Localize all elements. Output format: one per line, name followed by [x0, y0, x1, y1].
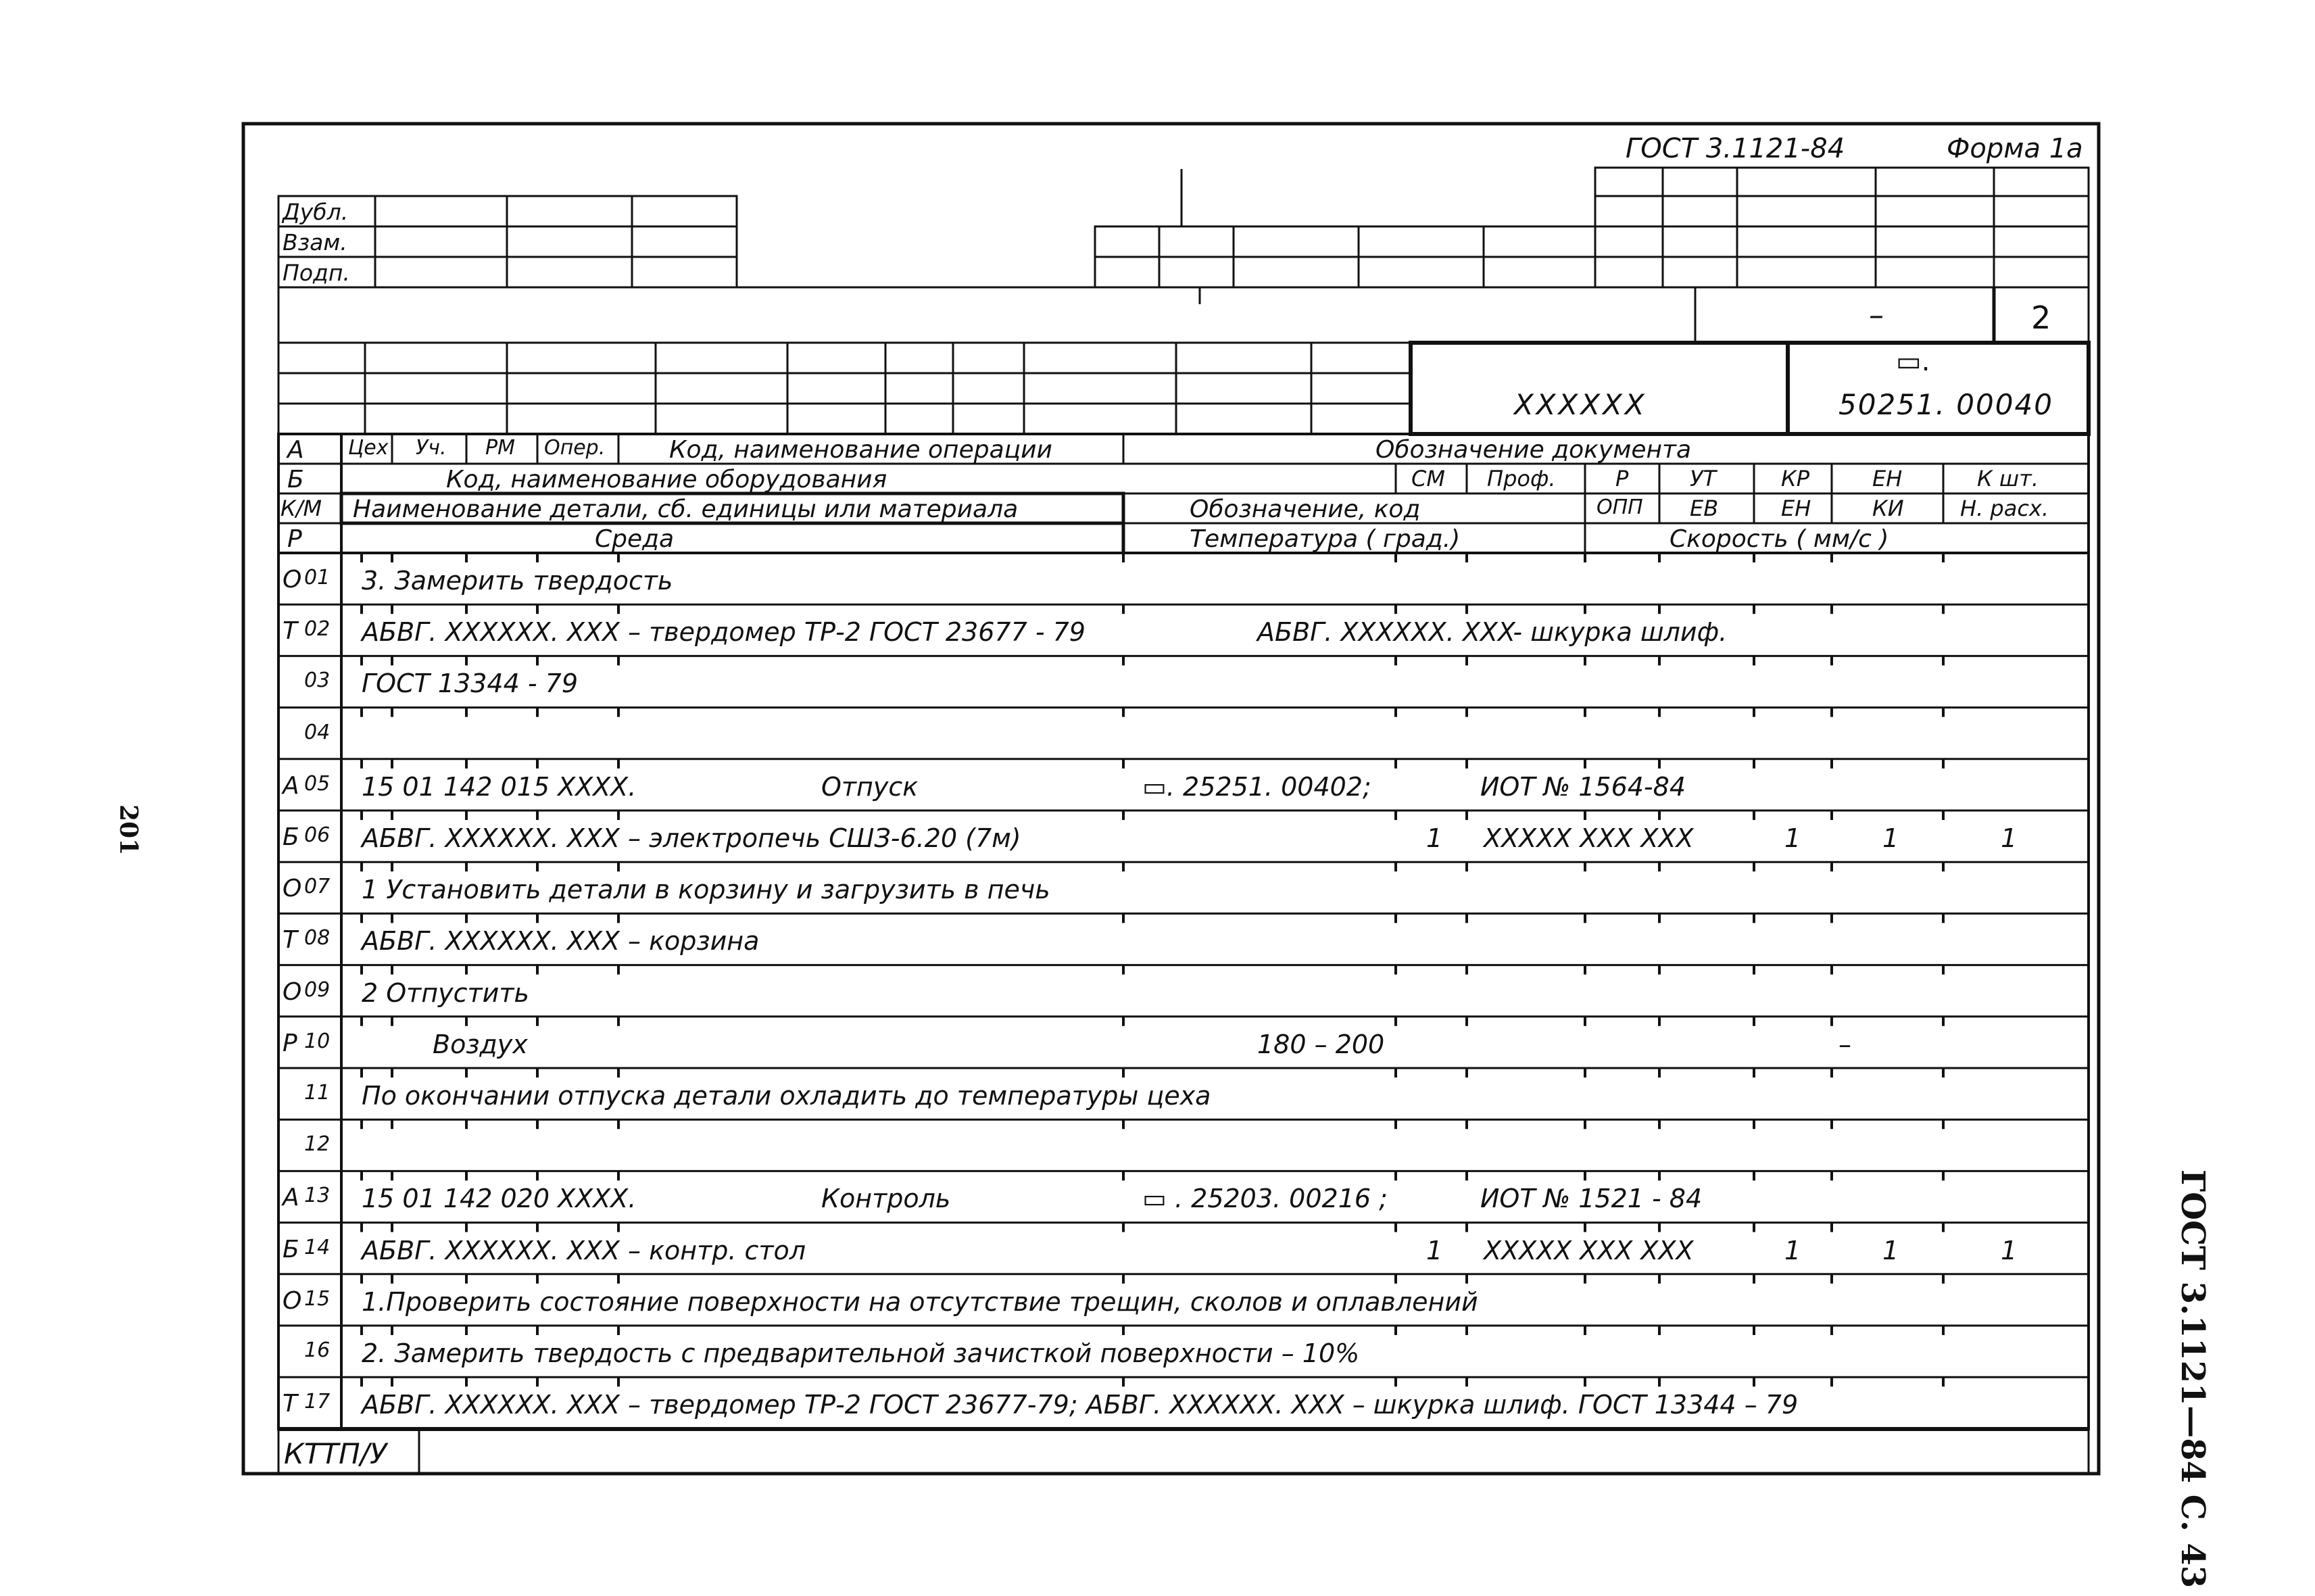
- row-number: 06: [304, 823, 331, 847]
- row-cell: 1 Установить детали в корзину и загрузить в печь: [362, 875, 1050, 905]
- header-b-code: Б: [287, 466, 304, 493]
- row-cell: АБВГ. XXXXXX. XXX- шкурка шлиф.: [1257, 617, 1728, 648]
- header-rm: РМ: [485, 436, 515, 460]
- header-oper: Опер.: [544, 436, 606, 460]
- row-cell: АБВГ. XXXXXX. XXX – электропечь СШЗ-6.20 (7м): [362, 823, 1021, 853]
- header-op-name: Код, наименование операции: [669, 436, 1052, 464]
- header-equipment: Код, наименование оборудования: [446, 466, 887, 493]
- signature-podp: Подп.: [283, 260, 350, 286]
- header-uch: Уч.: [416, 436, 447, 460]
- header-en: ЕН: [1872, 466, 1903, 491]
- row-number: 05: [304, 771, 331, 796]
- row-code: О: [283, 1286, 302, 1315]
- row-number: 04: [304, 720, 331, 744]
- row-cell: ИОТ № 1521 - 84: [1480, 1184, 1703, 1214]
- row-cell: Контроль: [821, 1184, 951, 1214]
- header-doc-designation: Обозначение документа: [1375, 436, 1692, 464]
- row-cell: 1: [2001, 823, 2018, 853]
- row-number: 15: [304, 1286, 331, 1311]
- header-part-name: Наименование детали, сб. единицы или материала: [353, 495, 1019, 523]
- row-cell: АБВГ. XXXXXX. XXX – твердомер ТР-2 ГОСТ 23677-79; АБВГ. XXXXXX. XXX – шкурка шлиф. ГОСТ 13344 – 79: [362, 1390, 1799, 1420]
- row-cell: 1: [1426, 823, 1443, 853]
- row-cell: ИОТ № 1564-84: [1480, 771, 1686, 802]
- row-number: 11: [304, 1081, 331, 1105]
- header-desig-code: Обозначение, код: [1190, 495, 1421, 523]
- row-cell: XXXXX XXX XXX: [1484, 823, 1694, 853]
- row-cell: ▭. 25251. 00402;: [1142, 771, 1371, 802]
- row-number: 02: [304, 617, 331, 642]
- header-km-code: К/М: [281, 495, 322, 521]
- header-a-code: А: [287, 436, 304, 464]
- row-code: А: [283, 1184, 299, 1212]
- header-ut: УТ: [1690, 466, 1717, 491]
- row-code: Т: [283, 926, 297, 954]
- row-cell: Отпуск: [821, 771, 919, 802]
- row-code: Б: [283, 1235, 299, 1263]
- row-cell: 15 01 142 015 XXXX.: [362, 771, 637, 802]
- sheet-number: 2: [2031, 299, 2051, 336]
- header-r-code: Р: [287, 525, 302, 553]
- row-cell: 15 01 142 020 XXXX.: [362, 1184, 637, 1214]
- header-ceh: Цех: [348, 436, 389, 460]
- header-prof: Проф.: [1487, 466, 1556, 491]
- row-number: 10: [304, 1029, 331, 1053]
- row-cell: 1: [1426, 1235, 1443, 1265]
- row-cell: 1: [1784, 1235, 1801, 1265]
- row-number: 03: [304, 669, 331, 693]
- row-number: 16: [304, 1338, 331, 1362]
- row-cell: АБВГ. ХХХХХХ. ХХХ – твердомер ТР-2 ГОСТ 23677 - 79: [362, 617, 1086, 648]
- header-opp: ОПП: [1597, 495, 1643, 519]
- row-cell: 1: [1882, 823, 1899, 853]
- row-code: О: [283, 566, 302, 594]
- header-speed: Скорость ( мм/с ): [1670, 525, 1889, 553]
- row-cell: ▭ . 25203. 00216 ;: [1142, 1184, 1388, 1214]
- row-number: 09: [304, 977, 331, 1002]
- row-cell: 1.Проверить состояние поверхности на отсутствие трещин, сколов и оплавлений: [362, 1286, 1478, 1317]
- row-code: О: [283, 977, 302, 1006]
- row-cell: 1: [2001, 1235, 2018, 1265]
- header-en2: ЕН: [1781, 495, 1811, 521]
- header-nras: Н. расх.: [1960, 495, 2049, 521]
- gost-number: ГОСТ 3.1121-84: [1626, 133, 1845, 164]
- header-sm: СМ: [1411, 466, 1445, 491]
- row-number: 08: [304, 926, 331, 950]
- row-code: Т: [283, 1390, 297, 1418]
- row-cell: 2 Отпустить: [362, 977, 529, 1008]
- row-cell: 1: [1784, 823, 1801, 853]
- row-cell: XXXXX XXX XXX: [1484, 1235, 1694, 1265]
- row-code: О: [283, 875, 302, 903]
- header-r: Р: [1615, 466, 1629, 491]
- row-number: 12: [304, 1132, 331, 1157]
- page-number-left: 201: [114, 804, 143, 856]
- header-ev: ЕВ: [1690, 495, 1719, 521]
- header-ki: КИ: [1872, 495, 1904, 521]
- row-cell: 2. Замерить твердость с предварительной зачисткой поверхности – 10%: [362, 1338, 1360, 1368]
- row-cell: 1: [1882, 1235, 1899, 1265]
- signature-vzam: Взам.: [283, 229, 347, 256]
- row-cell: Воздух: [433, 1029, 528, 1059]
- document-name: XXXXXX: [1514, 388, 1647, 421]
- row-number: 07: [304, 875, 331, 899]
- header-temperature: Температура ( град.): [1190, 525, 1461, 553]
- row-number: 13: [304, 1184, 331, 1208]
- row-number: 01: [304, 566, 331, 589]
- header-kr: КР: [1781, 466, 1810, 491]
- header-kst: К шт.: [1977, 466, 2039, 491]
- row-cell: По окончании отпуска детали охладить до температуры цеха: [362, 1081, 1211, 1111]
- row-cell: АБВГ. XXXXXX. XXX – корзина: [362, 926, 760, 957]
- row-cell: АБВГ. XXXXXX. XXX – контр. стол: [362, 1235, 806, 1265]
- row-code: А: [283, 771, 299, 800]
- row-cell: 180 – 200: [1257, 1029, 1385, 1059]
- header-medium: Среда: [595, 525, 675, 553]
- row-code: Б: [283, 823, 299, 851]
- signature-dubl: Дубл.: [283, 199, 349, 225]
- form-label: Форма 1а: [1947, 133, 2083, 164]
- sheet-dash: –: [1869, 298, 1884, 333]
- row-number: 17: [304, 1390, 331, 1414]
- row-code: Р: [283, 1029, 297, 1057]
- row-code: Т: [283, 617, 297, 646]
- row-cell: –: [1838, 1029, 1851, 1059]
- row-cell: 3. Замерить твердость: [362, 566, 673, 596]
- row-number: 14: [304, 1235, 331, 1259]
- side-gost-label: ГОСТ 3.1121—84 С. 43: [2174, 1169, 2212, 1589]
- footer-label: КТТП/У: [284, 1437, 387, 1470]
- document-designation: 50251. 00040: [1838, 388, 2053, 421]
- row-cell: ГОСТ 13344 - 79: [362, 669, 579, 699]
- designation-dot: ▭.: [1896, 346, 1930, 377]
